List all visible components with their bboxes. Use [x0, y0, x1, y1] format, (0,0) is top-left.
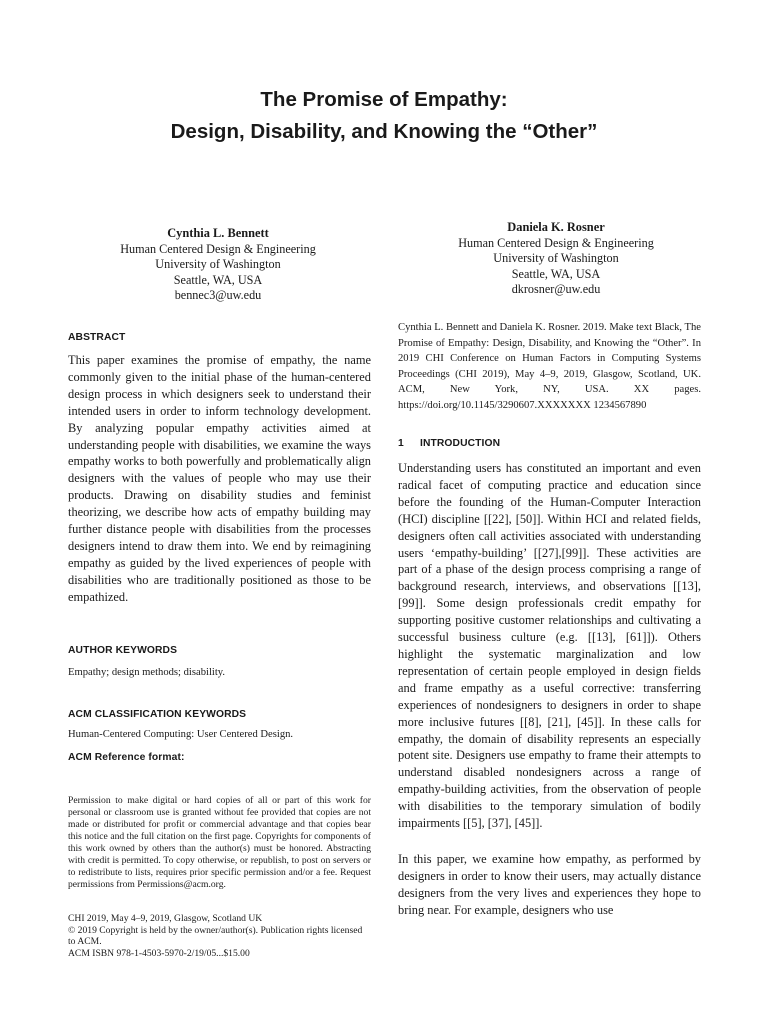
abstract-text: This paper examines the promise of empathy, the name commonly given to the initial phase of the human-centered design process in which designers seek to understand their intended users in order to inform technology development. By analyzing popular empathy activities aimed at understanding people with disabilities, we examine the ways empathy works to both powerfully and problematically align designers with the values of people who may use their products. Drawing on disability studies and feminist theorizing, we describe how acts of empathy building may further distance people with disabilities from the processes designers intend to draw them into. We end by reimagining empathy as guided by the lived experiences of people with disabilities who are traditionally positioned as those to be empathized.	[68, 353, 371, 604]
author-email: dkrosner@uw.edu	[511, 282, 601, 296]
acm-reference-heading: ACM Reference format:	[68, 752, 185, 763]
footer-conference: CHI 2019, May 4–9, 2019, Glasgow, Scotland UK	[68, 913, 263, 924]
author-affiliation: Human Centered Design & Engineering	[458, 235, 654, 250]
author-email: bennec3@uw.edu	[174, 288, 262, 302]
author-institution: University of Washington	[155, 257, 281, 271]
introduction-paragraph-1: Understanding users has constituted an important and even radical facet of computing practice and education since before the founding of the Human-Computer Interaction (HCI) discipline [[22], [50]]. Within HCI and related fields, designers often call activities associated with understanding users ‘empathy-building’ [[27],[99]]. These activities are part of a phase of the design process comprising a range of background research, interviews, and observations [[13], [99]]. Some design professionals credit empathy for supporting positive customer relationships and cultivating a successful business culture (e.g. [[13], [61]]). Others highlight the systematic marginalization and low representation of certain people employed in design fields and frame empathy as a useful corrective: transferring experiences of nondesigners to designers in order to shape more inclusive futures [[8], [21], [45]]. In these calls for empathy, the domain of disability represents an especially potent site. Designers use empathy to frame their attempts to understand disabled nondesigners across a range of empathy-building activities, from the observation of people with disabilities to the temporary simulation of bodily impairments [[5], [37], [45]].	[398, 461, 701, 831]
abstract-heading: ABSTRACT	[68, 332, 126, 343]
permission-notice: Permission to make digital or hard copies of all or part of this work for personal or classroom use is granted without fee provided that copies are not made or distributed for profit or commercial advantage and that copies bear this notice and the full citation on the first page. Copyrights for components of this work owned by others than the author(s) must be honored. Abstracting with credit is permitted. To copy otherwise, or republish, to post on servers or to redistribute to lists, requires prior specific permission and/or a fee. Request permissions from Permissions@acm.org.	[68, 795, 371, 890]
author-block-2	[396, 220, 716, 298]
footer-isbn: ACM ISBN 978-1-4503-5970-2/19/05...$15.00	[68, 947, 250, 959]
acm-classification-text: Human-Centered Computing: User Centered Design.	[68, 729, 294, 740]
author-name: Cynthia L. Bennett	[167, 226, 269, 240]
paper-title-line-2: Design, Disability, and Knowing the “Other”	[170, 120, 598, 143]
acm-reference-text: Cynthia L. Bennett and Daniela K. Rosner. 2019. Make text Black, The Promise of Empathy: Design, Disability, and Knowing the “Other”. In 2019 CHI Conference on Human Factors in Computing Systems Proceedings (CHI 2019), May 4–9, 2019, Glasgow, Scotland, UK. ACM, New York, NY, USA. XX pages. https://doi.org/10.1145/3290607.XXXXXXX 1234567890	[398, 322, 701, 411]
author-institution: University of Washington	[493, 251, 619, 265]
section-title: INTRODUCTION	[420, 438, 501, 449]
author-location: Seattle, WA, USA	[511, 266, 601, 281]
paper-title-line-1: The Promise of Empathy:	[260, 88, 508, 111]
acm-classification-heading: ACM CLASSIFICATION KEYWORDS	[68, 709, 247, 720]
author-location: Seattle, WA, USA	[173, 272, 263, 287]
author-name: Daniela K. Rosner	[507, 220, 605, 234]
author-affiliation: Human Centered Design & Engineering	[120, 241, 316, 256]
introduction-paragraph-2: In this paper, we examine how empathy, as performed by designers in order to know their users, may actually distance designers from the very lives and experiences they hope to bring near. For example, designers who use	[398, 852, 701, 917]
section-number: 1	[398, 438, 404, 449]
author-block-1	[58, 226, 378, 304]
introduction-heading	[398, 438, 500, 449]
author-keywords-heading: AUTHOR KEYWORDS	[68, 645, 178, 656]
footer-copyright: © 2019 Copyright is held by the owner/author(s). Publication rights licensed to ACM.	[68, 924, 363, 948]
footer-block	[68, 913, 371, 959]
author-keywords-text: Empathy; design methods; disability.	[68, 667, 226, 678]
